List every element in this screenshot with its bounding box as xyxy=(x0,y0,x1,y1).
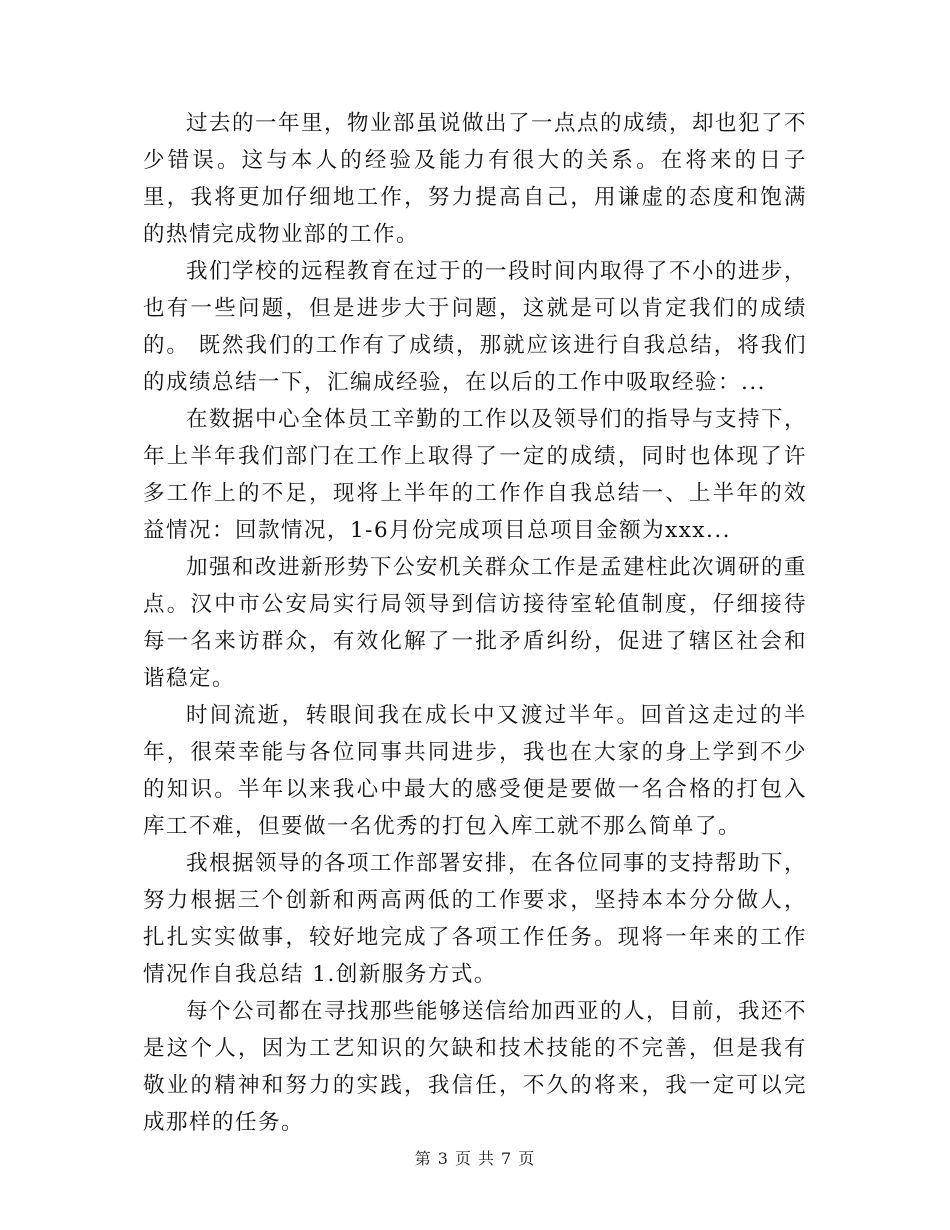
document-body xyxy=(143,105,807,1141)
page-footer xyxy=(0,1146,950,1169)
paragraph-5: 时间流逝，转眼间我在成长中又渡过半年。回首这走过的半年，很荣幸能与各位同事共同进步，我也在大家的身上学到不少的知识。半年以来我心中最大的感受便是要做一名合格的打包入库工不难，但要做一名优秀的打包入库工就不那么简单了。 xyxy=(143,703,807,839)
paragraph-6: 我根据领导的各项工作部署安排，在各位同事的支持帮助下，努力根据三个创新和两高两低的工作要求，坚持本本分分做人，扎扎实实做事，较好地完成了各项工作任务。现将一年来的工作情况作自我总结 1.创新服务方式。 xyxy=(143,851,808,987)
paragraph-4: 加强和改进新形势下公安机关群众工作是孟建柱此次调研的重点。汉中市公安局实行局领导到信访接待室轮值制度，仔细接待每一名来访群众，有效化解了一批矛盾纠纷，促进了辖区社会和谐稳定。 xyxy=(143,555,808,691)
paragraph-7: 每个公司都在寻找那些能够送信给加西亚的人，目前，我还不是这个人，因为工艺知识的欠缺和技术技能的不完善，但是我有敬业的精神和努力的实践，我信任，不久的将来，我一定可以完成那样的任务。 xyxy=(143,999,808,1135)
footer-suffix: 页 xyxy=(518,1149,536,1168)
current-page-number: 3 xyxy=(437,1149,449,1168)
footer-prefix: 第 xyxy=(414,1149,432,1168)
paragraph-3: 在数据中心全体员工辛勤的工作以及领导们的指导与支持下，年上半年我们部门在工作上取得了一定的成绩，同时也体现了许多工作上的不足，现将上半年的工作作自我总结一、上半年的效益情况：回款情况，1-6月份完成项目总项目金额为xxx... xyxy=(143,407,808,543)
total-pages-number: 7 xyxy=(501,1149,513,1168)
paragraph-1: 过去的一年里，物业部虽说做出了一点点的成绩，却也犯了不少错误。这与本人的经验及能力有很大的关系。在将来的日子里，我将更加仔细地工作，努力提高自己，用谦虚的态度和饱满的热情完成物业部的工作。 xyxy=(143,111,808,247)
footer-page-word: 页 xyxy=(454,1149,472,1168)
paragraph-2: 我们学校的远程教育在过于的一段时间内取得了不小的进步，也有一些问题，但是进步大于问题，这就是可以肯定我们的成绩的。 既然我们的工作有了成绩，那就应该进行自我总结，将我们的成绩总结一下，汇编成经验，在以后的工作中吸取经验：... xyxy=(143,259,808,395)
footer-total-word: 共 xyxy=(478,1149,496,1168)
